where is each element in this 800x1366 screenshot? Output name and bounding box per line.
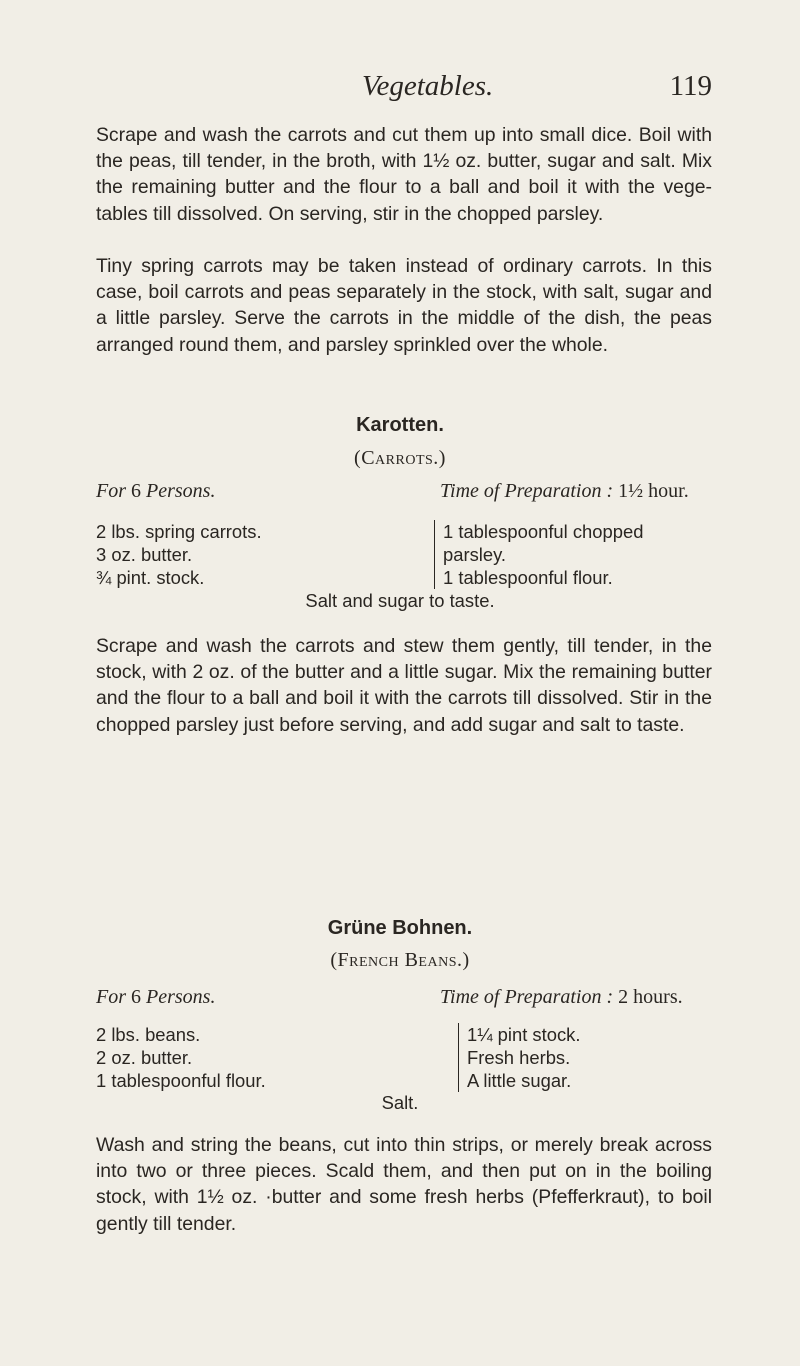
- time-value: 1½ hour.: [618, 480, 689, 502]
- persons-word: Persons.: [146, 480, 216, 502]
- ingredient-item: 1 tablespoonful flour.: [96, 1070, 266, 1091]
- ingredients-right-column: [434, 520, 643, 589]
- ingredient-item: A little sugar.: [467, 1070, 572, 1091]
- persons-meta: [96, 986, 215, 1009]
- recipe-subtitle-french-beans: (French Beans.): [330, 949, 470, 971]
- ingredient-item: Fresh herbs.: [467, 1047, 571, 1068]
- paragraph-peas-carrots-method: Scrape and wash the carrots and cut them up into small dice. Boil with the peas, till tender, in the broth, with 1½ oz. butter, sugar and salt. Mix the remaining butter and the flour to a ball and boil it with the vege- tables till dissolved. On serving, stir in the chopped parsley.: [96, 124, 712, 225]
- ingredients-seasoning: Salt.: [381, 1092, 419, 1113]
- persons-count: 6: [131, 986, 141, 1008]
- recipe-method-gruene-bohnen: Wash and string the beans, cut into thin strips, or merely break across into two or three pieces. Scald them, and then put on in the boiling stock, with 1½ oz. ·butter and some fresh herbs (Pfefferkraut), to boil gently till tender.: [96, 1134, 712, 1235]
- page-header: [96, 70, 712, 114]
- ingredient-item: 1¼ pint stock.: [467, 1024, 581, 1045]
- recipe-title-karotten: Karotten.: [356, 414, 444, 436]
- ingredients-right-column: [458, 1023, 580, 1092]
- ingredient-item: 2 lbs. spring carrots.: [96, 521, 262, 542]
- preparation-time-meta: [440, 480, 689, 503]
- time-label: Time of Preparation :: [440, 986, 614, 1008]
- time-value: 2 hours.: [618, 986, 683, 1008]
- recipe-method-karotten: Scrape and wash the carrots and stew them gently, till tender, in the stock, with 2 oz. of the butter and a little sugar. Mix the remaining butter and the flour to a ball and boil it with the carrots till dissolved. Stir in the chopped parsley just before serving, and add sugar and salt to taste.: [96, 635, 712, 736]
- paragraph-spring-carrots-note: Tiny spring carrots may be taken instead of ordinary carrots. In this case, boil carrots and peas separately in the stock, with salt, sugar and a little parsley. Serve the carrots in the middle of the dish, the peas arranged round them, and parsley sprinkled over the whole.: [96, 255, 712, 356]
- ingredient-item: 2 oz. butter.: [96, 1047, 193, 1068]
- persons-label: For: [96, 480, 126, 502]
- time-label: Time of Preparation :: [440, 480, 614, 502]
- page-number: 119: [669, 70, 712, 102]
- ingredient-item: ¾ pint. stock.: [96, 567, 205, 588]
- persons-label: For: [96, 986, 126, 1008]
- ingredients-left-column: [96, 520, 262, 589]
- ingredient-item: 1 tablespoonful flour.: [443, 567, 613, 588]
- ingredient-item: 3 oz. butter.: [96, 544, 193, 565]
- persons-count: 6: [131, 480, 141, 502]
- ingredient-item-continued: parsley.: [443, 544, 507, 565]
- recipe-title-gruene-bohnen: Grüne Bohnen.: [327, 917, 473, 939]
- recipe-subtitle-carrots: (Carrots.): [354, 447, 446, 469]
- ingredient-item: 1 tablespoonful chopped: [443, 521, 644, 542]
- persons-meta: [96, 480, 215, 503]
- ingredients-left-column: [96, 1023, 266, 1092]
- preparation-time-meta: [440, 986, 683, 1009]
- running-title: Vegetables.: [362, 70, 494, 102]
- ingredient-item: 2 lbs. beans.: [96, 1024, 201, 1045]
- ingredients-seasoning: Salt and sugar to taste.: [305, 590, 495, 611]
- persons-word: Persons.: [146, 986, 216, 1008]
